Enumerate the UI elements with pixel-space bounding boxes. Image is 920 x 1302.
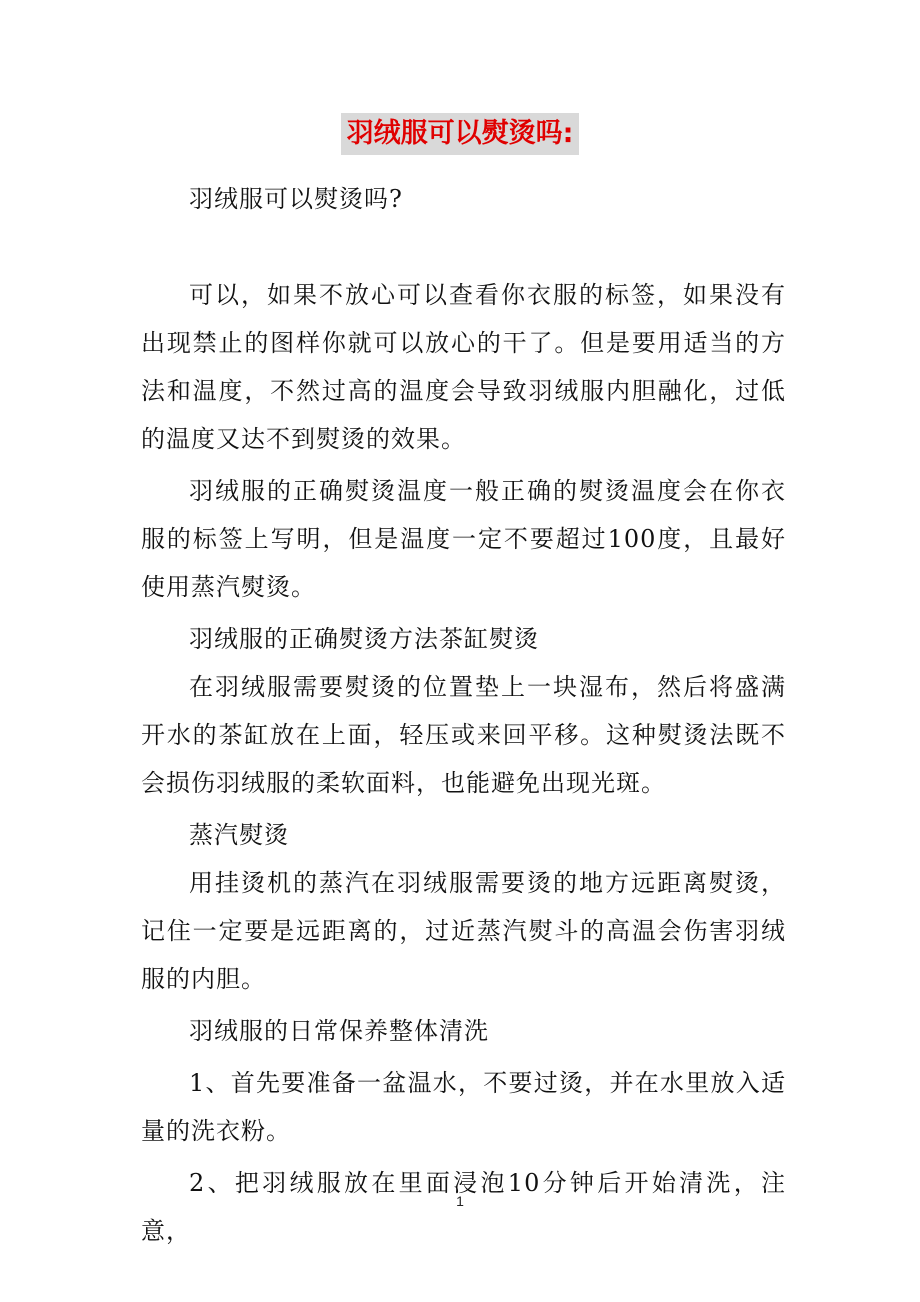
paragraph-temperature: 羽绒服的正确熨烫温度一般正确的熨烫温度会在你衣服的标签上写明，但是温度一定不要超过100度，且最好使用蒸汽熨烫。 — [141, 477, 786, 601]
title-container — [0, 113, 920, 155]
paragraph-answer: 可以，如果不放心可以查看你衣服的标签，如果没有出现禁止的图样你就可以放心的干了。但是要用适当的方法和温度，不然过高的温度会导致羽绒服内胆融化，过低的温度又达不到熨烫的效果。 — [141, 281, 786, 453]
paragraph-steam: 用挂烫机的蒸汽在羽绒服需要烫的地方远距离熨烫，记住一定要是远距离的，过近蒸汽熨斗的高温会伤害羽绒服的内胆。 — [141, 869, 786, 993]
page-number: 1 — [456, 1193, 464, 1209]
paragraph-question: 羽绒服可以熨烫吗? — [189, 185, 403, 213]
heading-method-teacup: 羽绒服的正确熨烫方法茶缸熨烫 — [189, 625, 539, 653]
paragraph-step-1: 1、首先要准备一盆温水，不要过烫，并在水里放入适量的洗衣粉。 — [141, 1069, 786, 1145]
paragraph-teacup: 在羽绒服需要熨烫的位置垫上一块湿布，然后将盛满开水的茶缸放在上面，轻压或来回平移。这种熨烫法既不会损伤羽绒服的柔软面料，也能避免出现光斑。 — [141, 673, 786, 797]
paragraph-step-2: 2、把羽绒服放在里面浸泡10分钟后开始清洗，注意， — [141, 1169, 786, 1245]
document-body — [141, 175, 786, 1255]
document-title: 羽绒服可以熨烫吗: — [341, 113, 580, 155]
heading-care: 羽绒服的日常保养整体清洗 — [189, 1017, 489, 1045]
heading-steam: 蒸汽熨烫 — [189, 821, 289, 849]
